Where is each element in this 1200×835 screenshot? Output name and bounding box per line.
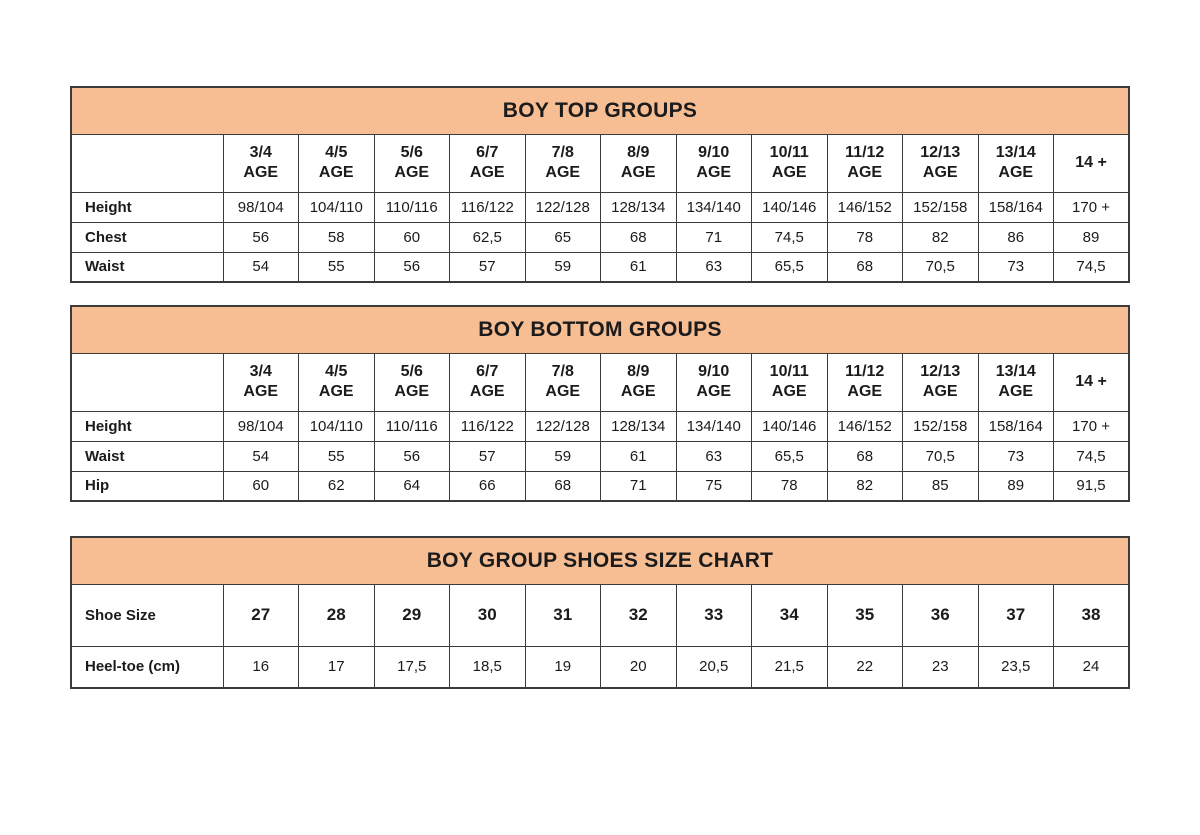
age-column-header: 3/4 AGE bbox=[223, 353, 299, 411]
value-cell: 66 bbox=[450, 471, 526, 501]
boy-bottom-groups-table bbox=[70, 305, 1130, 502]
value-cell: 20 bbox=[601, 646, 677, 688]
value-cell: 64 bbox=[374, 471, 450, 501]
value-cell: 170 + bbox=[1054, 192, 1130, 222]
value-cell: 56 bbox=[374, 252, 450, 282]
value-cell: 59 bbox=[525, 252, 601, 282]
row-label: Heel-toe (cm) bbox=[71, 646, 223, 688]
row-label: Chest bbox=[71, 222, 223, 252]
value-cell: 104/110 bbox=[299, 411, 375, 441]
value-cell: 128/134 bbox=[601, 192, 677, 222]
value-cell: 60 bbox=[223, 471, 299, 501]
age-column-header: 8/9 AGE bbox=[601, 134, 677, 192]
value-cell: 73 bbox=[978, 441, 1054, 471]
value-cell: 85 bbox=[903, 471, 979, 501]
value-cell: 19 bbox=[525, 646, 601, 688]
age-column-header: 9/10 AGE bbox=[676, 353, 752, 411]
value-cell: 71 bbox=[676, 222, 752, 252]
row-label: Waist bbox=[71, 252, 223, 282]
value-cell: 89 bbox=[1054, 222, 1130, 252]
age-column-header: 6/7 AGE bbox=[450, 353, 526, 411]
value-cell: 57 bbox=[450, 252, 526, 282]
row-label: Hip bbox=[71, 471, 223, 501]
value-cell: 65,5 bbox=[752, 252, 828, 282]
table-title: BOY BOTTOM GROUPS bbox=[71, 306, 1129, 353]
corner-empty-cell bbox=[71, 353, 223, 411]
age-column-header: 11/12 AGE bbox=[827, 353, 903, 411]
value-cell: 140/146 bbox=[752, 192, 828, 222]
value-cell: 55 bbox=[299, 252, 375, 282]
value-cell: 74,5 bbox=[1054, 441, 1130, 471]
age-column-header: 9/10 AGE bbox=[676, 134, 752, 192]
value-cell: 56 bbox=[223, 222, 299, 252]
value-cell: 21,5 bbox=[752, 646, 828, 688]
value-cell: 158/164 bbox=[978, 411, 1054, 441]
value-cell: 62 bbox=[299, 471, 375, 501]
value-cell: 23,5 bbox=[978, 646, 1054, 688]
value-cell: 128/134 bbox=[601, 411, 677, 441]
value-cell: 33 bbox=[676, 584, 752, 646]
value-cell: 22 bbox=[827, 646, 903, 688]
value-cell: 73 bbox=[978, 252, 1054, 282]
value-cell: 74,5 bbox=[1054, 252, 1130, 282]
value-cell: 98/104 bbox=[223, 192, 299, 222]
value-cell: 28 bbox=[299, 584, 375, 646]
age-column-header: 7/8 AGE bbox=[525, 353, 601, 411]
value-cell: 34 bbox=[752, 584, 828, 646]
value-cell: 31 bbox=[525, 584, 601, 646]
value-cell: 65,5 bbox=[752, 441, 828, 471]
value-cell: 29 bbox=[374, 584, 450, 646]
value-cell: 36 bbox=[903, 584, 979, 646]
value-cell: 56 bbox=[374, 441, 450, 471]
value-cell: 35 bbox=[827, 584, 903, 646]
age-column-header: 10/11 AGE bbox=[752, 134, 828, 192]
table-title: BOY GROUP SHOES SIZE CHART bbox=[71, 537, 1129, 584]
value-cell: 152/158 bbox=[903, 192, 979, 222]
value-cell: 59 bbox=[525, 441, 601, 471]
row-label: Height bbox=[71, 411, 223, 441]
age-column-header: 5/6 AGE bbox=[374, 134, 450, 192]
value-cell: 170 + bbox=[1054, 411, 1130, 441]
value-cell: 16 bbox=[223, 646, 299, 688]
value-cell: 82 bbox=[903, 222, 979, 252]
value-cell: 146/152 bbox=[827, 411, 903, 441]
value-cell: 63 bbox=[676, 441, 752, 471]
value-cell: 110/116 bbox=[374, 411, 450, 441]
age-column-header: 12/13 AGE bbox=[903, 134, 979, 192]
value-cell: 60 bbox=[374, 222, 450, 252]
row-label: Height bbox=[71, 192, 223, 222]
age-column-header: 4/5 AGE bbox=[299, 353, 375, 411]
value-cell: 68 bbox=[827, 441, 903, 471]
value-cell: 134/140 bbox=[676, 192, 752, 222]
value-cell: 98/104 bbox=[223, 411, 299, 441]
value-cell: 37 bbox=[978, 584, 1054, 646]
value-cell: 89 bbox=[978, 471, 1054, 501]
age-column-header: 5/6 AGE bbox=[374, 353, 450, 411]
corner-empty-cell bbox=[71, 134, 223, 192]
value-cell: 134/140 bbox=[676, 411, 752, 441]
value-cell: 140/146 bbox=[752, 411, 828, 441]
value-cell: 78 bbox=[752, 471, 828, 501]
value-cell: 65 bbox=[525, 222, 601, 252]
value-cell: 68 bbox=[525, 471, 601, 501]
value-cell: 23 bbox=[903, 646, 979, 688]
value-cell: 61 bbox=[601, 441, 677, 471]
value-cell: 55 bbox=[299, 441, 375, 471]
age-column-header: 12/13 AGE bbox=[903, 353, 979, 411]
value-cell: 68 bbox=[601, 222, 677, 252]
value-cell: 68 bbox=[827, 252, 903, 282]
value-cell: 27 bbox=[223, 584, 299, 646]
value-cell: 116/122 bbox=[450, 411, 526, 441]
table-title: BOY TOP GROUPS bbox=[71, 87, 1129, 134]
value-cell: 91,5 bbox=[1054, 471, 1130, 501]
age-column-header: 4/5 AGE bbox=[299, 134, 375, 192]
age-column-header: 13/14 AGE bbox=[978, 353, 1054, 411]
age-column-header: 3/4 AGE bbox=[223, 134, 299, 192]
value-cell: 17,5 bbox=[374, 646, 450, 688]
value-cell: 54 bbox=[223, 252, 299, 282]
value-cell: 63 bbox=[676, 252, 752, 282]
value-cell: 116/122 bbox=[450, 192, 526, 222]
value-cell: 70,5 bbox=[903, 441, 979, 471]
boy-top-groups-table bbox=[70, 86, 1130, 283]
value-cell: 74,5 bbox=[752, 222, 828, 252]
value-cell: 146/152 bbox=[827, 192, 903, 222]
value-cell: 122/128 bbox=[525, 192, 601, 222]
boy-shoes-size-table bbox=[70, 536, 1130, 689]
value-cell: 86 bbox=[978, 222, 1054, 252]
age-column-header: 7/8 AGE bbox=[525, 134, 601, 192]
value-cell: 70,5 bbox=[903, 252, 979, 282]
value-cell: 104/110 bbox=[299, 192, 375, 222]
age-column-header: 14 + bbox=[1054, 134, 1130, 192]
value-cell: 78 bbox=[827, 222, 903, 252]
value-cell: 122/128 bbox=[525, 411, 601, 441]
age-column-header: 8/9 AGE bbox=[601, 353, 677, 411]
value-cell: 62,5 bbox=[450, 222, 526, 252]
value-cell: 24 bbox=[1054, 646, 1130, 688]
value-cell: 75 bbox=[676, 471, 752, 501]
value-cell: 71 bbox=[601, 471, 677, 501]
value-cell: 57 bbox=[450, 441, 526, 471]
value-cell: 20,5 bbox=[676, 646, 752, 688]
row-label: Shoe Size bbox=[71, 584, 223, 646]
row-label: Waist bbox=[71, 441, 223, 471]
value-cell: 54 bbox=[223, 441, 299, 471]
value-cell: 30 bbox=[450, 584, 526, 646]
value-cell: 32 bbox=[601, 584, 677, 646]
age-column-header: 14 + bbox=[1054, 353, 1130, 411]
value-cell: 158/164 bbox=[978, 192, 1054, 222]
value-cell: 17 bbox=[299, 646, 375, 688]
value-cell: 58 bbox=[299, 222, 375, 252]
value-cell: 110/116 bbox=[374, 192, 450, 222]
age-column-header: 11/12 AGE bbox=[827, 134, 903, 192]
value-cell: 61 bbox=[601, 252, 677, 282]
value-cell: 38 bbox=[1054, 584, 1130, 646]
value-cell: 82 bbox=[827, 471, 903, 501]
value-cell: 18,5 bbox=[450, 646, 526, 688]
age-column-header: 6/7 AGE bbox=[450, 134, 526, 192]
age-column-header: 13/14 AGE bbox=[978, 134, 1054, 192]
value-cell: 152/158 bbox=[903, 411, 979, 441]
age-column-header: 10/11 AGE bbox=[752, 353, 828, 411]
